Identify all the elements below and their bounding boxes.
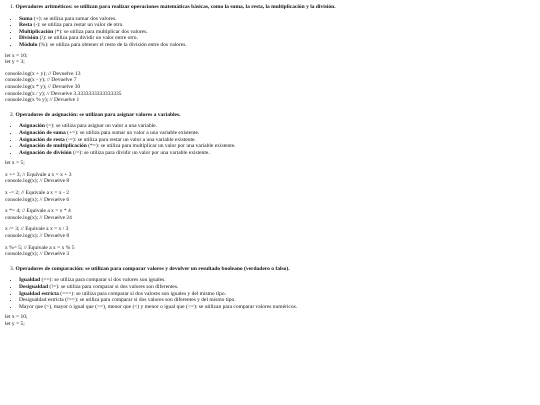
operator-term: Multiplicación [19,28,54,35]
section-arithmetic-operators [5,4,540,104]
code-line: console.log(x); // Devuelve 3 [5,251,70,258]
code-line: console.log(x); // Devuelve 8 [5,233,70,240]
list-item [19,42,540,49]
section-heading [10,266,540,273]
code-block [5,172,540,185]
operator-term: Igualdad estricta [19,290,59,297]
code-block [5,71,540,104]
operator-description: (==): se utiliza para comparar si dos valores son iguales. [40,277,166,284]
section-title: Operadores de comparación: se utilizan para comparar valores y devolver un resultado booleano (verdadero o falso). [15,265,290,272]
code-block [5,226,540,239]
code-block [5,208,540,221]
operator-description: Mayor que (>), mayor o igual que (>=), menor que (<) y menor o igual que (<=): se utilizan para comparar valores numéricos. [19,303,298,310]
operator-term: Desigualdad [19,284,49,290]
list-item [19,284,540,291]
code-line: let y = 5; [5,320,25,327]
list-item [19,297,540,304]
section-comparison-operators [5,266,540,328]
section-heading [10,112,540,119]
section-heading [10,4,540,11]
operator-term: Asignación [19,123,45,130]
operator-description: (+=): se utiliza para sumar un valor a una variable existente. [65,129,200,136]
code-line: x += 3; // Equivale a x = x + 3 [5,171,72,178]
code-line: console.log(x + y); // Devuelve 13 [5,70,81,77]
list-item [19,150,540,157]
code-line: x %= 5; // Equivale a x = x % 5 [5,244,75,251]
list-item [19,143,540,150]
list-item [19,304,540,311]
code-block [5,245,540,258]
code-line: console.log(x); // Devuelve 24 [5,214,72,221]
operator-description: (/=): se utiliza para dividir un valor por una variable existente. [71,149,210,156]
code-line: x /= 3; // Equivale a x = x / 3 [5,226,69,233]
code-line: x -= 2; // Equivale a x = x - 2 [5,190,69,197]
operator-description: Desigualdad estricta (!==): se utiliza para comparar si dos valores son diferentes y del mismo tipo. [19,297,236,304]
code-line: console.log(x / y); // Devuelve 3.3333333333333335 [5,90,122,97]
list-item [19,35,540,42]
code-block [5,160,540,167]
operator-description: (+): se utiliza para sumar dos valores. [32,15,117,22]
code-line: console.log(x * y); // Devuelve 30 [5,83,81,90]
operator-description: (*=): se utiliza para multiplicar un valor por una variable existente. [86,143,236,150]
code-line: x *= 4; // Equivale a x = x * 4 [5,208,71,215]
code-line: let x = 10; [5,314,28,321]
code-line: let x = 5; [5,160,25,167]
code-line: let x = 10; [5,52,28,59]
operator-description: (/): se utiliza para dividir un valor entre otro. [38,35,138,42]
operator-term: Suma [19,15,33,22]
operator-list [5,277,540,310]
code-block [5,190,540,203]
section-number: 1. [10,4,15,10]
operator-term: Igualdad [19,277,41,284]
operator-description: (-=): se utiliza para restar un valor a una variable existente. [64,136,196,143]
operator-list [5,123,540,156]
list-item [19,130,540,137]
code-line: console.log(x - y); // Devuelve 7 [5,77,77,84]
section-title: Operadores aritméticos: se utilizan para realizar operaciones matemáticas básicas, como la suma, la resta, la multiplicación y la división. [15,4,336,10]
operator-term: Asignación de división [19,149,72,156]
operator-description: (%): se utiliza para obtener el resto de la división entre dos valores. [37,41,187,48]
operator-term: Asignación de multiplicación [19,143,87,150]
code-line: console.log(x % y); // Devuelve 1 [5,97,80,104]
section-title: Operadores de asignación: se utilizan para asignar valores a variables. [15,111,181,118]
operator-term: Resta [19,22,33,29]
operator-description: (!=): se utiliza para comparar si dos valores son diferentes. [48,284,179,290]
code-line: let y = 3; [5,59,25,66]
code-line: console.log(x); // Devuelve 6 [5,196,70,203]
operator-term: Módulo [19,41,38,48]
operator-list [5,16,540,49]
operator-term: Asignación de resta [19,136,65,143]
list-item [19,22,540,29]
operator-description: (=): se utiliza para asignar un valor a una variable. [44,123,157,130]
operator-term: División [19,35,39,42]
operator-term: Asignación de suma [19,129,66,136]
code-line: console.log(x); // Devuelve 8 [5,178,70,185]
code-block [5,314,540,327]
operator-description: (*): se utiliza para multiplicar dos valores. [53,28,148,35]
list-item [19,123,540,130]
operator-description: (===): se utiliza para comparar si dos valores son iguales y del mismo tipo. [58,290,226,297]
section-assignment-operators [5,112,540,258]
operator-description: (-): se utiliza para restar un valor de otro. [32,22,124,29]
section-number: 2. [10,111,15,118]
section-number: 3. [10,265,15,272]
list-item [19,277,540,284]
code-block [5,53,540,66]
